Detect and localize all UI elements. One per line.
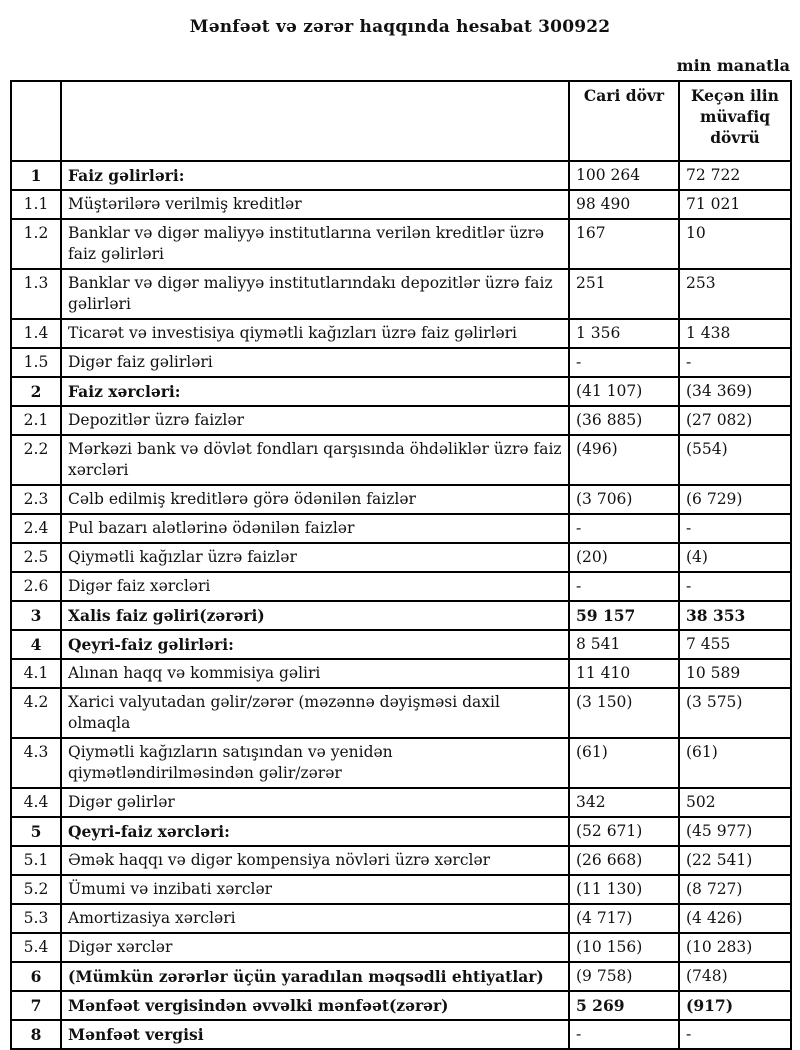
row-number: 1.1 bbox=[11, 190, 61, 219]
row-number: 1.4 bbox=[11, 319, 61, 348]
row-number: 2.1 bbox=[11, 406, 61, 435]
header-current-period: Cari dövr bbox=[569, 81, 679, 161]
row-label: (Mümkün zərərlər üçün yaradılan məqsədli ehtiyatlar) bbox=[61, 962, 569, 991]
row-number: 5.4 bbox=[11, 933, 61, 962]
row-current-value: 342 bbox=[569, 788, 679, 817]
table-row bbox=[11, 846, 791, 875]
unit-label: min manatla bbox=[676, 56, 790, 75]
row-previous-value: (10 283) bbox=[679, 933, 791, 962]
table-row bbox=[11, 161, 791, 190]
row-previous-value: (6 729) bbox=[679, 485, 791, 514]
row-current-value: 5 269 bbox=[569, 991, 679, 1020]
row-number: 5 bbox=[11, 817, 61, 846]
row-current-value: - bbox=[569, 572, 679, 601]
row-current-value: (26 668) bbox=[569, 846, 679, 875]
row-number: 5.1 bbox=[11, 846, 61, 875]
row-number: 5.3 bbox=[11, 904, 61, 933]
row-label: Faiz gəlirləri: bbox=[61, 161, 569, 190]
row-label: Ticarət və investisiya qiymətli kağızları üzrə faiz gəlirləri bbox=[61, 319, 569, 348]
row-label: Banklar və digər maliyyə institutlarındakı depozitlər üzrə faiz gəlirləri bbox=[61, 269, 569, 319]
row-number: 4 bbox=[11, 630, 61, 659]
row-number: 4.1 bbox=[11, 659, 61, 688]
row-label: Amortizasiya xərcləri bbox=[61, 904, 569, 933]
row-number: 8 bbox=[11, 1020, 61, 1049]
row-previous-value: (4 426) bbox=[679, 904, 791, 933]
row-number: 2.2 bbox=[11, 435, 61, 485]
table-row bbox=[11, 514, 791, 543]
row-label: Banklar və digər maliyyə institutlarına verilən kreditlər üzrə faiz gəlirləri bbox=[61, 219, 569, 269]
row-previous-value: - bbox=[679, 514, 791, 543]
row-label: Digər faiz xərcləri bbox=[61, 572, 569, 601]
row-label: Digər gəlirlər bbox=[61, 788, 569, 817]
row-previous-value: 10 589 bbox=[679, 659, 791, 688]
row-current-value: - bbox=[569, 514, 679, 543]
table-row bbox=[11, 543, 791, 572]
table-row bbox=[11, 435, 791, 485]
row-label: Faiz xərcləri: bbox=[61, 377, 569, 406]
row-number: 2.4 bbox=[11, 514, 61, 543]
table-row bbox=[11, 738, 791, 788]
row-previous-value: 38 353 bbox=[679, 601, 791, 630]
row-current-value: (3 150) bbox=[569, 688, 679, 738]
table-row bbox=[11, 817, 791, 846]
row-previous-value: (61) bbox=[679, 738, 791, 788]
table-row bbox=[11, 962, 791, 991]
row-previous-value: (8 727) bbox=[679, 875, 791, 904]
row-current-value: - bbox=[569, 1020, 679, 1049]
row-previous-value: (917) bbox=[679, 991, 791, 1020]
row-number: 1.2 bbox=[11, 219, 61, 269]
table-row bbox=[11, 1020, 791, 1049]
row-label: Müştərilərə verilmiş kreditlər bbox=[61, 190, 569, 219]
table-row bbox=[11, 348, 791, 377]
row-label: Alınan haqq və kommisiya gəliri bbox=[61, 659, 569, 688]
row-previous-value: (34 369) bbox=[679, 377, 791, 406]
row-label: Digər faiz gəlirləri bbox=[61, 348, 569, 377]
row-number: 4.2 bbox=[11, 688, 61, 738]
row-current-value: (11 130) bbox=[569, 875, 679, 904]
row-previous-value: (554) bbox=[679, 435, 791, 485]
row-label: Qiymətli kağızlar üzrə faizlər bbox=[61, 543, 569, 572]
row-previous-value: 1 438 bbox=[679, 319, 791, 348]
row-current-value: (61) bbox=[569, 738, 679, 788]
table-body bbox=[11, 161, 791, 1049]
table-row bbox=[11, 319, 791, 348]
row-previous-value: (3 575) bbox=[679, 688, 791, 738]
row-current-value: (3 706) bbox=[569, 485, 679, 514]
header-no-column bbox=[11, 81, 61, 161]
row-number: 2 bbox=[11, 377, 61, 406]
row-label: Qeyri-faiz gəlirləri: bbox=[61, 630, 569, 659]
row-previous-value: 72 722 bbox=[679, 161, 791, 190]
table-row bbox=[11, 933, 791, 962]
row-label: Əmək haqqı və digər kompensiya növləri üzrə xərclər bbox=[61, 846, 569, 875]
row-label: Qiymətli kağızların satışından və yenidən qiymətləndirilməsindən gəlir/zərər bbox=[61, 738, 569, 788]
row-label: Xalis faiz gəliri(zərəri) bbox=[61, 601, 569, 630]
row-previous-value: 71 021 bbox=[679, 190, 791, 219]
table-row bbox=[11, 377, 791, 406]
row-label: Mənfəət vergisindən əvvəlki mənfəət(zərər) bbox=[61, 991, 569, 1020]
row-previous-value: 502 bbox=[679, 788, 791, 817]
row-number: 4.4 bbox=[11, 788, 61, 817]
row-previous-value: (748) bbox=[679, 962, 791, 991]
header-description-column bbox=[61, 81, 569, 161]
table-header-row bbox=[11, 81, 791, 161]
row-previous-value: - bbox=[679, 1020, 791, 1049]
row-previous-value: 7 455 bbox=[679, 630, 791, 659]
report-title: Mənfəət və zərər haqqında hesabat 300922 bbox=[189, 17, 611, 37]
row-previous-value: 253 bbox=[679, 269, 791, 319]
row-number: 3 bbox=[11, 601, 61, 630]
row-previous-value: (4) bbox=[679, 543, 791, 572]
row-number: 1 bbox=[11, 161, 61, 190]
row-number: 7 bbox=[11, 991, 61, 1020]
table-row bbox=[11, 219, 791, 269]
row-previous-value: - bbox=[679, 572, 791, 601]
table-row bbox=[11, 269, 791, 319]
row-previous-value: (22 541) bbox=[679, 846, 791, 875]
row-number: 6 bbox=[11, 962, 61, 991]
row-previous-value: - bbox=[679, 348, 791, 377]
row-label: Ümumi və inzibati xərclər bbox=[61, 875, 569, 904]
table-row bbox=[11, 659, 791, 688]
table-row bbox=[11, 688, 791, 738]
table-row bbox=[11, 991, 791, 1020]
row-current-value: - bbox=[569, 348, 679, 377]
row-previous-value: 10 bbox=[679, 219, 791, 269]
row-number: 5.2 bbox=[11, 875, 61, 904]
pnl-table bbox=[10, 80, 792, 1050]
row-previous-value: (27 082) bbox=[679, 406, 791, 435]
table-row bbox=[11, 406, 791, 435]
row-label: Pul bazarı alətlərinə ödənilən faizlər bbox=[61, 514, 569, 543]
row-current-value: (4 717) bbox=[569, 904, 679, 933]
table-row bbox=[11, 875, 791, 904]
table-row bbox=[11, 601, 791, 630]
row-current-value: (41 107) bbox=[569, 377, 679, 406]
row-current-value: 251 bbox=[569, 269, 679, 319]
row-current-value: 1 356 bbox=[569, 319, 679, 348]
row-current-value: (36 885) bbox=[569, 406, 679, 435]
table-row bbox=[11, 788, 791, 817]
row-label: Depozitlər üzrə faizlər bbox=[61, 406, 569, 435]
row-label: Xarici valyutadan gəlir/zərər (məzənnə dəyişməsi daxil olmaqla bbox=[61, 688, 569, 738]
row-number: 1.5 bbox=[11, 348, 61, 377]
row-current-value: (9 758) bbox=[569, 962, 679, 991]
table-row bbox=[11, 572, 791, 601]
row-current-value: (20) bbox=[569, 543, 679, 572]
table-row bbox=[11, 485, 791, 514]
row-current-value: 11 410 bbox=[569, 659, 679, 688]
row-number: 2.6 bbox=[11, 572, 61, 601]
row-previous-value: (45 977) bbox=[679, 817, 791, 846]
row-current-value: 167 bbox=[569, 219, 679, 269]
table-row bbox=[11, 904, 791, 933]
table-row bbox=[11, 190, 791, 219]
row-label: Digər xərclər bbox=[61, 933, 569, 962]
row-number: 2.5 bbox=[11, 543, 61, 572]
row-number: 2.3 bbox=[11, 485, 61, 514]
row-number: 4.3 bbox=[11, 738, 61, 788]
table-row bbox=[11, 630, 791, 659]
row-current-value: 8 541 bbox=[569, 630, 679, 659]
row-current-value: (52 671) bbox=[569, 817, 679, 846]
row-current-value: 59 157 bbox=[569, 601, 679, 630]
row-current-value: (496) bbox=[569, 435, 679, 485]
row-label: Qeyri-faiz xərcləri: bbox=[61, 817, 569, 846]
row-label: Cəlb edilmiş kreditlərə görə ödənilən faizlər bbox=[61, 485, 569, 514]
header-previous-period: Keçən ilin müvafiq dövrü bbox=[679, 81, 791, 161]
row-label: Mərkəzi bank və dövlət fondları qarşısında öhdəliklər üzrə faiz xərcləri bbox=[61, 435, 569, 485]
row-number: 1.3 bbox=[11, 269, 61, 319]
row-label: Mənfəət vergisi bbox=[61, 1020, 569, 1049]
row-current-value: (10 156) bbox=[569, 933, 679, 962]
row-current-value: 98 490 bbox=[569, 190, 679, 219]
row-current-value: 100 264 bbox=[569, 161, 679, 190]
